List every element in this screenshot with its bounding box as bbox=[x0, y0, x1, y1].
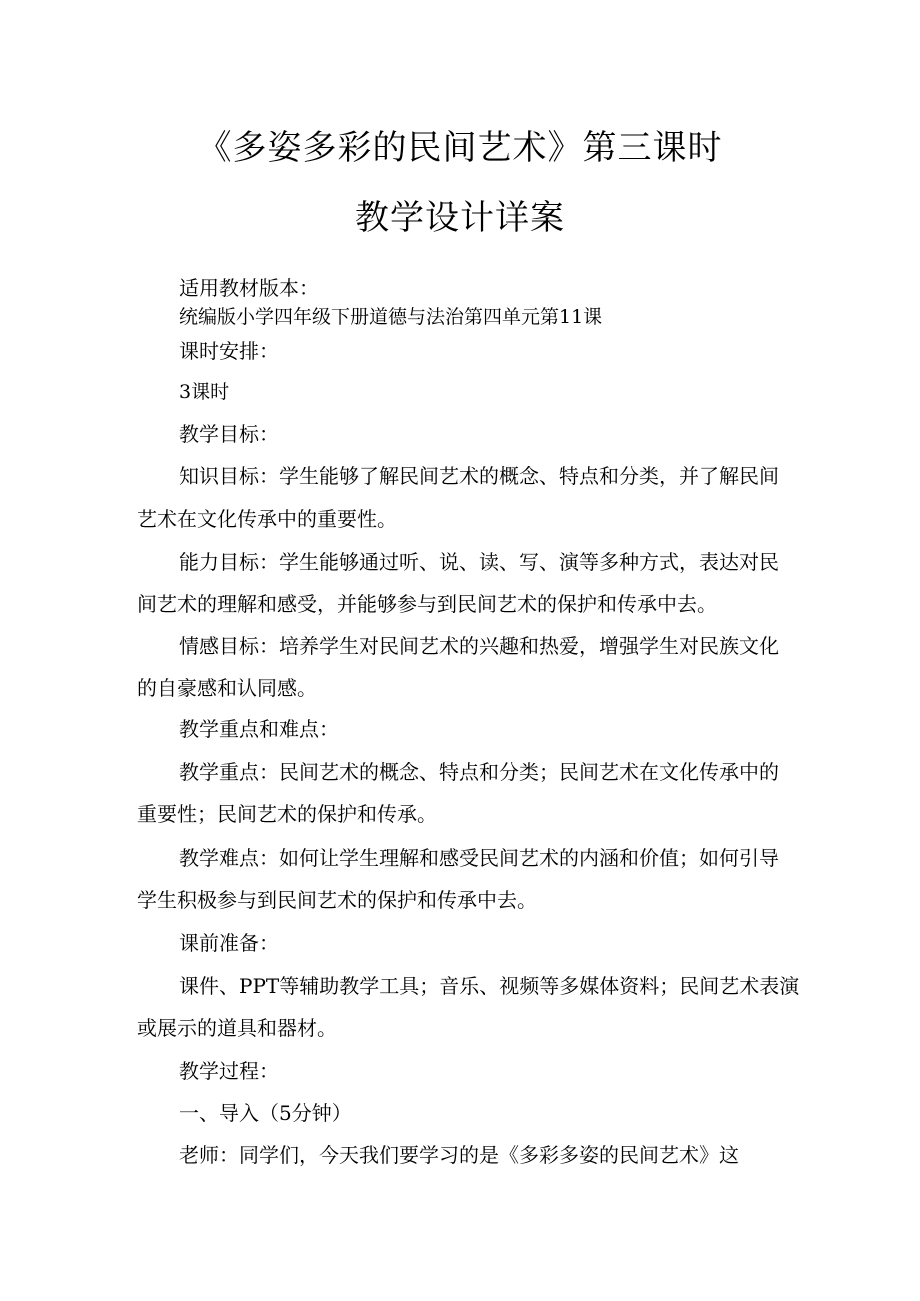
preparation-line-2: 或展示的道具和器材。 bbox=[137, 1016, 337, 1040]
teaching-focus-line-2: 重要性；民间艺术的保护和传承。 bbox=[137, 802, 437, 826]
schedule-value: 3课时 bbox=[179, 381, 230, 403]
process-heading: 教学过程： bbox=[179, 1059, 279, 1083]
teacher-speech: 老师：同学们，今天我们要学习的是《多彩多姿的民间艺术》这 bbox=[179, 1143, 739, 1167]
teaching-focus-line-1: 教学重点：民间艺术的概念、特点和分类；民间艺术在文化传承中的 bbox=[179, 760, 779, 784]
emotion-objective-line-1: 情感目标：培养学生对民间艺术的兴趣和热爱，增强学生对民族文化 bbox=[179, 634, 779, 658]
objectives-heading: 教学目标： bbox=[179, 422, 279, 446]
emotion-objective-line-2: 的自豪感和认同感。 bbox=[137, 676, 317, 700]
ability-objective-line-1: 能力目标：学生能够通过听、说、读、写、演等多种方式，表达对民 bbox=[179, 550, 779, 574]
process-step-intro: 一、导入（5分钟） bbox=[179, 1101, 352, 1125]
teaching-difficulty-line-2: 学生积极参与到民间艺术的保护和传承中去。 bbox=[137, 888, 537, 912]
schedule-label: 课时安排： bbox=[179, 339, 279, 363]
textbook-value: 统编版小学四年级下册道德与法治第四单元第11课 bbox=[179, 306, 603, 328]
preparation-line-1: 课件、PPT等辅助教学工具；音乐、视频等多媒体资料；民间艺术表演 bbox=[179, 974, 800, 998]
key-points-heading: 教学重点和难点： bbox=[179, 717, 339, 741]
document-title: 《多姿多彩的民间艺术》第三课时 bbox=[197, 128, 723, 168]
teaching-difficulty-line-1: 教学难点：如何让学生理解和感受民间艺术的内涵和价值；如何引导 bbox=[179, 846, 779, 870]
preparation-heading: 课前准备： bbox=[179, 931, 279, 955]
ability-objective-line-2: 间艺术的理解和感受，并能够参与到民间艺术的保护和传承中去。 bbox=[137, 592, 717, 616]
document-subtitle: 教学设计详案 bbox=[355, 198, 565, 238]
textbook-label: 适用教材版本： bbox=[179, 276, 319, 300]
knowledge-objective-line-2: 艺术在文化传承中的重要性。 bbox=[137, 507, 397, 531]
knowledge-objective-line-1: 知识目标：学生能够了解民间艺术的概念、特点和分类，并了解民间 bbox=[179, 464, 779, 488]
